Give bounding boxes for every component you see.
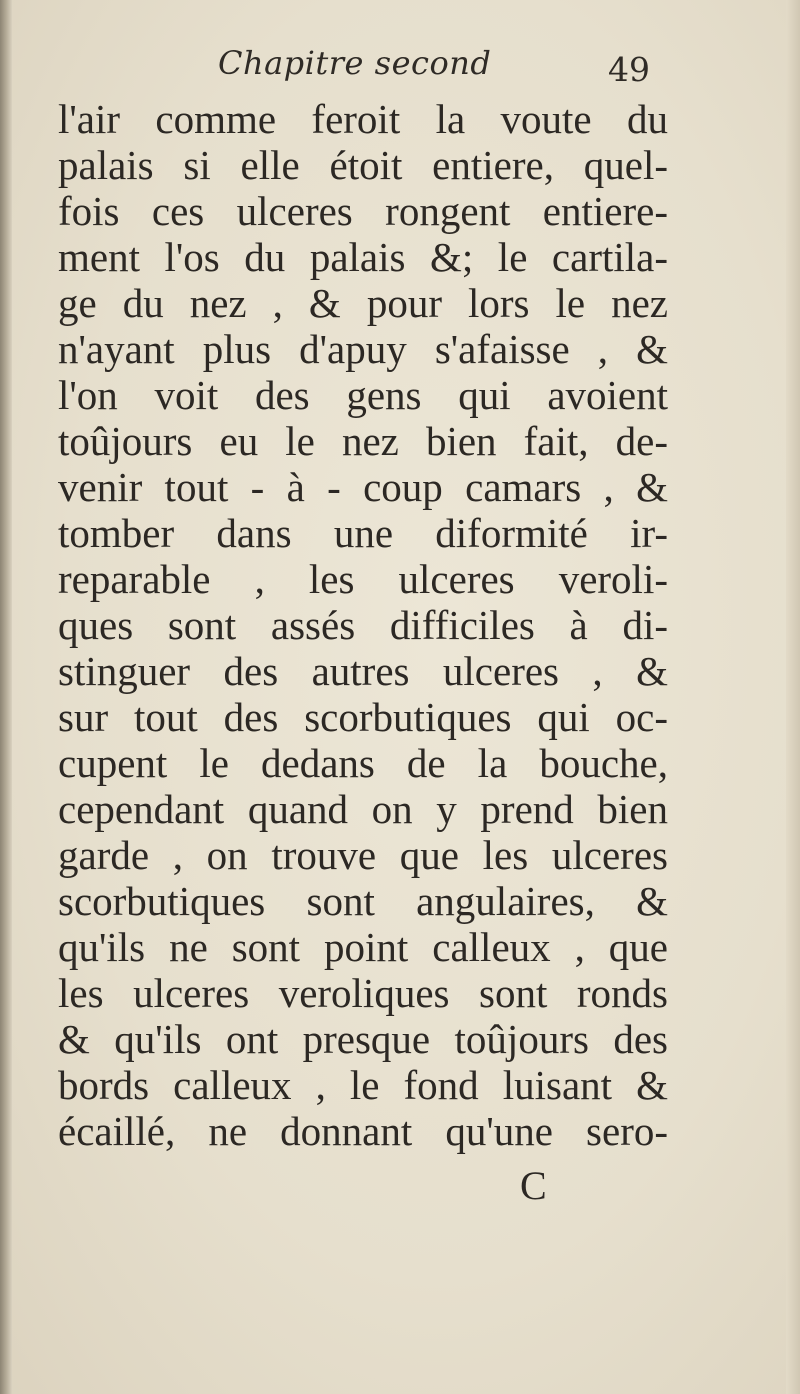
text-line: reparable , les ulceres veroli- — [58, 556, 668, 602]
body-text — [58, 96, 668, 1154]
text-line: palais si elle étoit entiere, quel- — [58, 142, 668, 188]
page-number: 49 — [608, 50, 650, 89]
text-line: garde , on trouve que les ulceres — [58, 832, 668, 878]
text-line: cependant quand on y prend bien — [58, 786, 668, 832]
signature-mark: C — [520, 1163, 547, 1208]
text-line: fois ces ulceres rongent entiere- — [58, 188, 668, 234]
text-line: ge du nez , & pour lors le nez — [58, 280, 668, 326]
text-line: & qu'ils ont presque toûjours des — [58, 1016, 668, 1062]
page-outer-edge — [786, 0, 800, 1394]
page-gutter-edge — [0, 0, 12, 1394]
text-line: toûjours eu le nez bien fait, de- — [58, 418, 668, 464]
text-line: qu'ils ne sont point calleux , que — [58, 924, 668, 970]
text-line: stinguer des autres ulceres , & — [58, 648, 668, 694]
text-line: n'ayant plus d'apuy s'afaisse , & — [58, 326, 668, 372]
text-line: cupent le dedans de la bouche, — [58, 740, 668, 786]
text-line: ques sont assés difficiles à di- — [58, 602, 668, 648]
running-title: Chapitre second — [218, 44, 492, 82]
text-line: l'on voit des gens qui avoient — [58, 372, 668, 418]
text-line: bords calleux , le fond luisant & — [58, 1062, 668, 1108]
text-line: les ulceres veroliques sont ronds — [58, 970, 668, 1016]
text-line: scorbutiques sont angulaires, & — [58, 878, 668, 924]
text-line: écaillé, ne donnant qu'une sero- — [58, 1108, 668, 1154]
text-line: venir tout - à - coup camars , & — [58, 464, 668, 510]
text-line: tomber dans une diformité ir- — [58, 510, 668, 556]
text-line: sur tout des scorbutiques qui oc- — [58, 694, 668, 740]
page-header — [58, 40, 668, 100]
text-line: ment l'os du palais &; le cartila- — [58, 234, 668, 280]
text-line: l'air comme feroit la voute du — [58, 96, 668, 142]
